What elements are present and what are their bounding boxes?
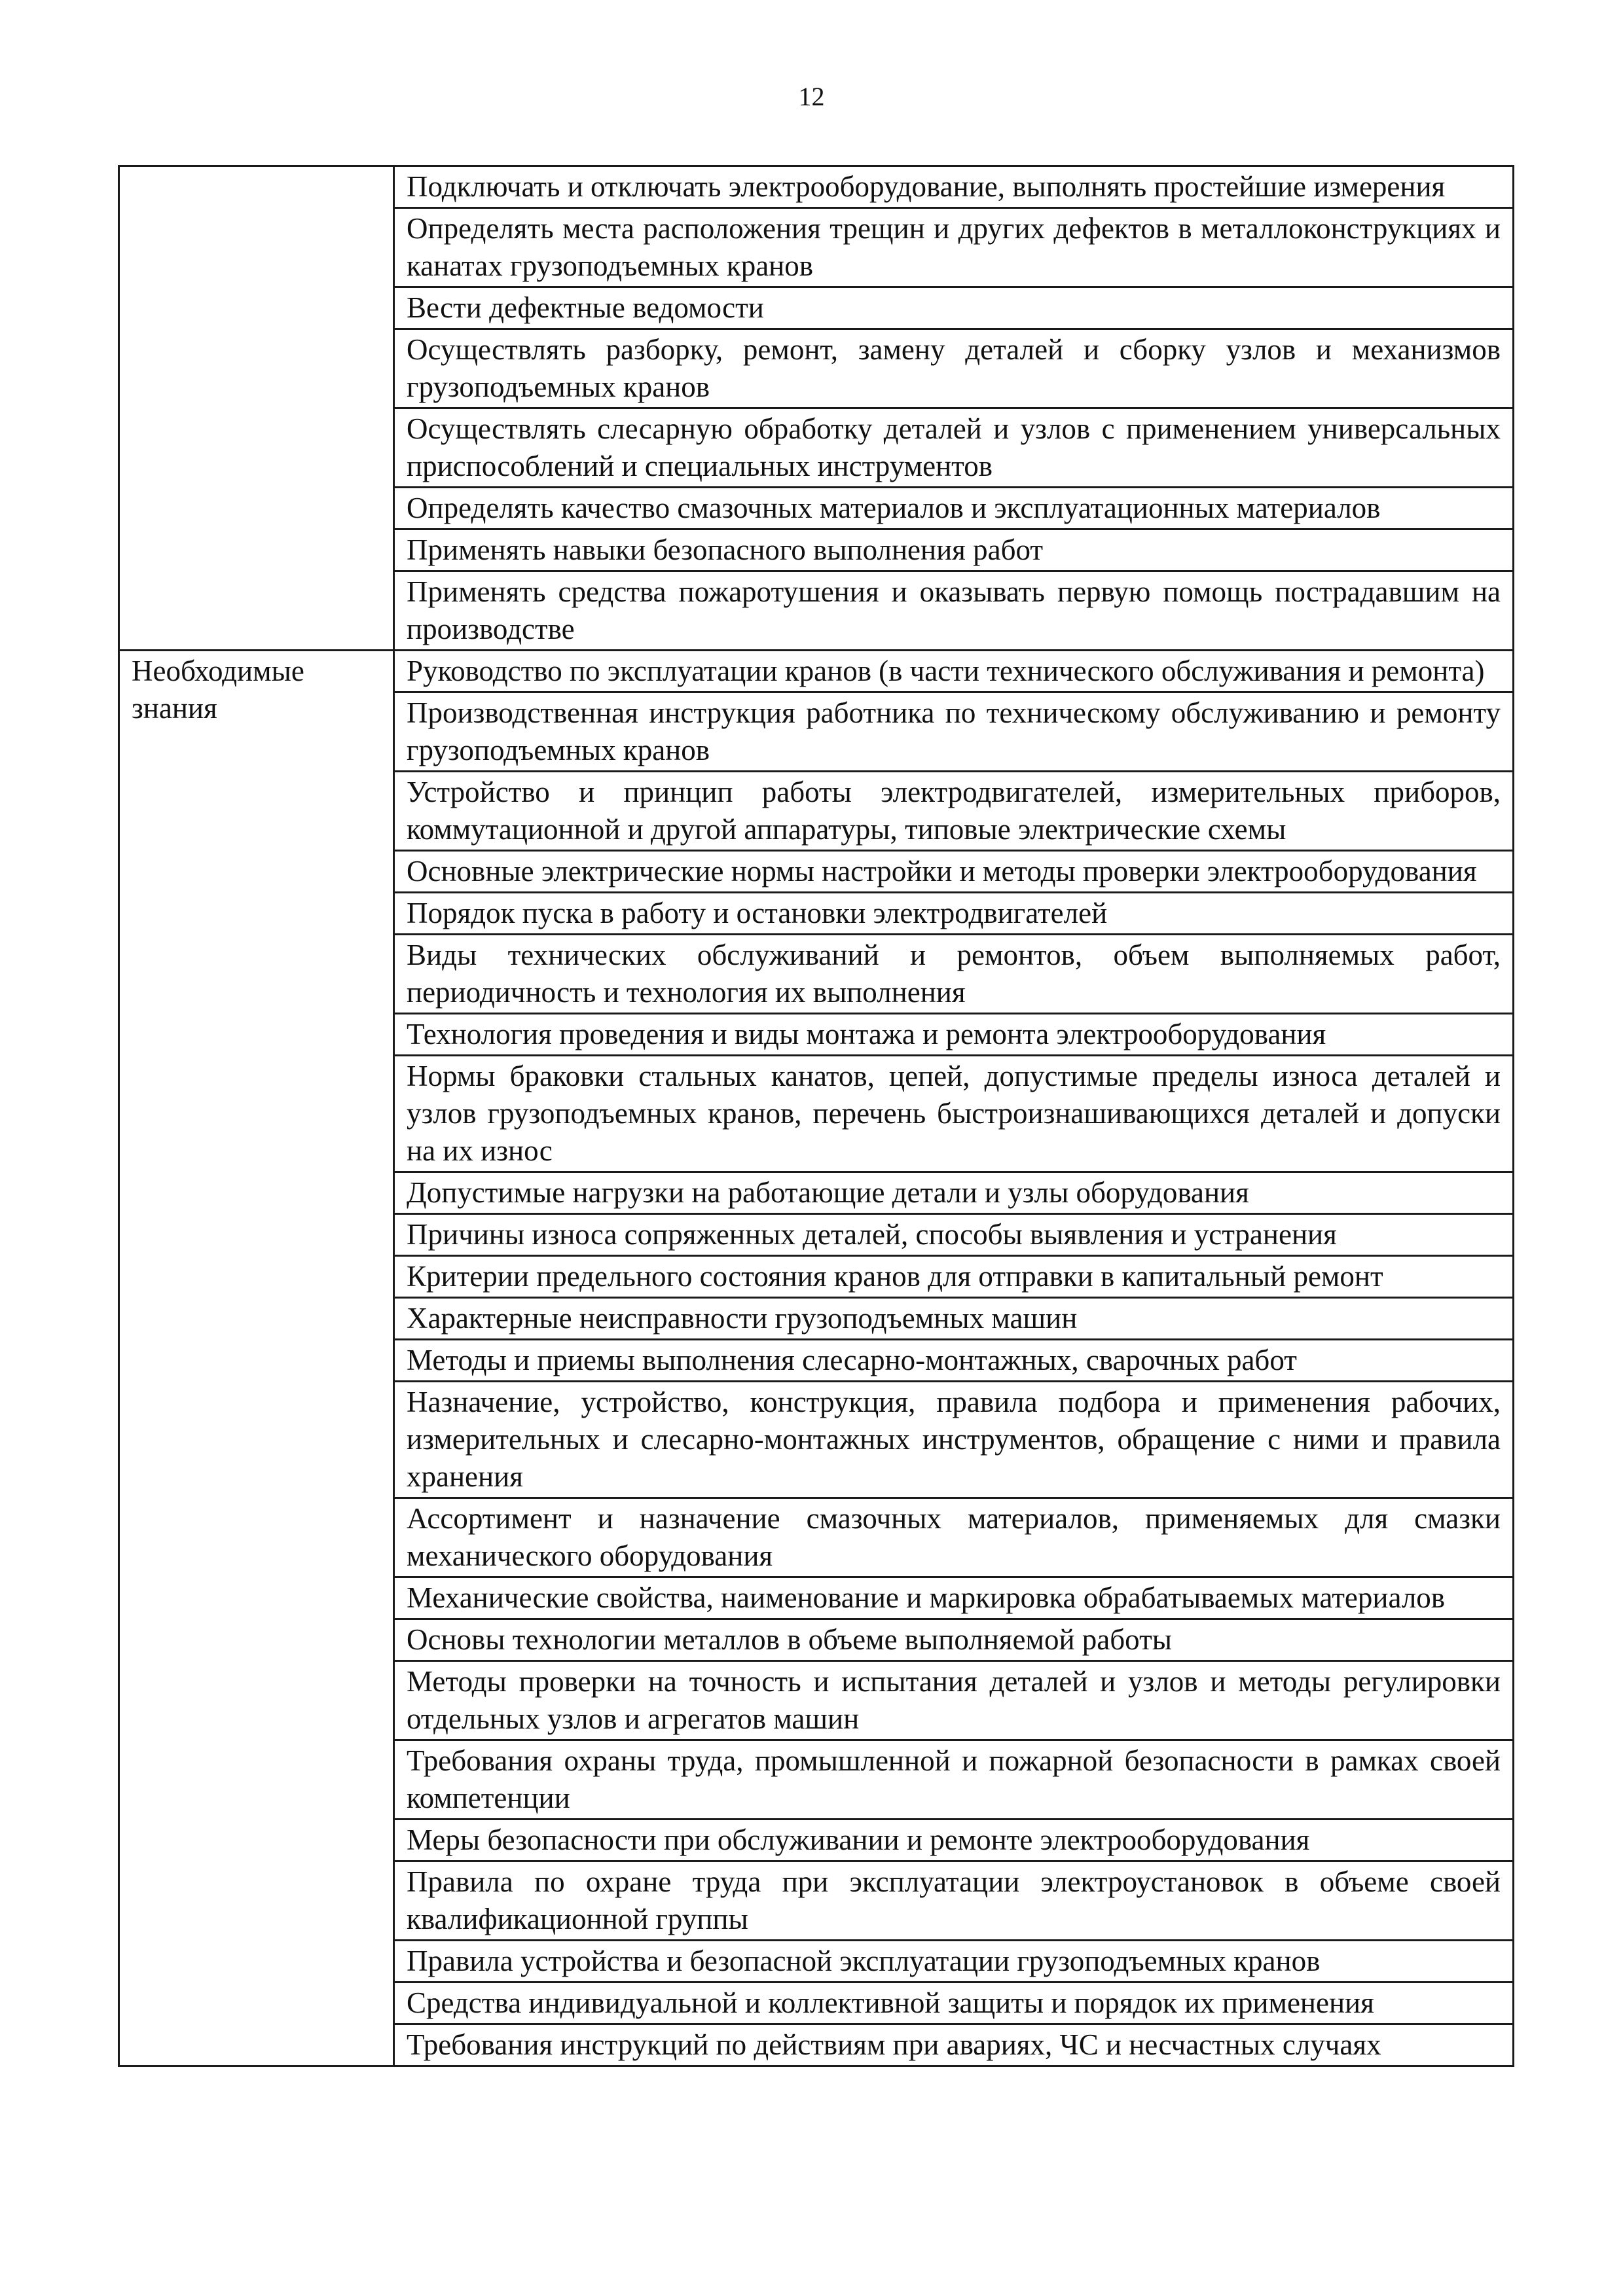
- skills-item: Определять качество смазочных материалов и эксплуатационных материалов: [394, 488, 1514, 529]
- knowledge-item: Производственная инструкция работника по техническому обслуживанию и ремонту грузоподъемных кранов: [394, 692, 1514, 772]
- skills-item: Подключать и отключать электрооборудование, выполнять простейшие измерения: [394, 166, 1514, 208]
- knowledge-item: Требования охраны труда, промышленной и пожарной безопасности в рамках своей компетенции: [394, 1740, 1514, 1820]
- knowledge-item: Методы проверки на точность и испытания деталей и узлов и методы регулировки отдельных узлов и агрегатов машин: [394, 1661, 1514, 1740]
- knowledge-item: Назначение, устройство, конструкция, правила подбора и применения рабочих, измерительных и слесарно-монтажных инструментов, обращение с ними и правила хранения: [394, 1382, 1514, 1498]
- skills-section-label: [119, 166, 394, 651]
- knowledge-item: Технология проведения и виды монтажа и ремонта электрооборудования: [394, 1014, 1514, 1056]
- knowledge-item: Средства индивидуальной и коллективной защиты и порядок их применения: [394, 1982, 1514, 2024]
- knowledge-section-label: Необходимые знания: [119, 651, 394, 2066]
- knowledge-item: Правила по охране труда при эксплуатации электроустановок в объеме своей квалификационной группы: [394, 1861, 1514, 1941]
- knowledge-item: Характерные неисправности грузоподъемных машин: [394, 1298, 1514, 1340]
- knowledge-item: Основы технологии металлов в объеме выполняемой работы: [394, 1619, 1514, 1661]
- knowledge-item: Причины износа сопряженных деталей, способы выявления и устранения: [394, 1214, 1514, 1256]
- skills-item: Вести дефектные ведомости: [394, 287, 1514, 329]
- skills-item: Применять навыки безопасного выполнения работ: [394, 529, 1514, 571]
- skills-item: Осуществлять слесарную обработку деталей и узлов с применением универсальных приспособлений и специальных инструментов: [394, 408, 1514, 488]
- knowledge-item: Механические свойства, наименование и маркировка обрабатываемых материалов: [394, 1577, 1514, 1619]
- requirements-table: [118, 165, 1514, 2067]
- knowledge-item: Руководство по эксплуатации кранов (в части технического обслуживания и ремонта): [394, 651, 1514, 692]
- knowledge-item: Ассортимент и назначение смазочных материалов, применяемых для смазки механического оборудования: [394, 1498, 1514, 1577]
- skills-item: Определять места расположения трещин и других дефектов в металлоконструкциях и канатах грузоподъемных кранов: [394, 208, 1514, 287]
- knowledge-item: Устройство и принцип работы электродвигателей, измерительных приборов, коммутационной и другой аппаратуры, типовые электрические схемы: [394, 772, 1514, 851]
- skills-row: [119, 166, 1514, 208]
- knowledge-item: Правила устройства и безопасной эксплуатации грузоподъемных кранов: [394, 1941, 1514, 1982]
- knowledge-item: Меры безопасности при обслуживании и ремонте электрооборудования: [394, 1820, 1514, 1861]
- knowledge-item: Методы и приемы выполнения слесарно-монтажных, сварочных работ: [394, 1340, 1514, 1382]
- knowledge-item: Требования инструкций по действиям при авариях, ЧС и несчастных случаях: [394, 2024, 1514, 2066]
- knowledge-row: [119, 651, 1514, 692]
- requirements-table-body: [119, 166, 1514, 2066]
- skills-item: Осуществлять разборку, ремонт, замену деталей и сборку узлов и механизмов грузоподъемных кранов: [394, 329, 1514, 408]
- knowledge-item: Критерии предельного состояния кранов для отправки в капитальный ремонт: [394, 1256, 1514, 1298]
- skills-item: Применять средства пожаротушения и оказывать первую помощь пострадавшим на производстве: [394, 571, 1514, 651]
- knowledge-item: Основные электрические нормы настройки и методы проверки электрооборудования: [394, 851, 1514, 893]
- knowledge-item: Допустимые нагрузки на работающие детали и узлы оборудования: [394, 1172, 1514, 1214]
- knowledge-item: Порядок пуска в работу и остановки электродвигателей: [394, 893, 1514, 935]
- knowledge-item: Виды технических обслуживаний и ремонтов, объем выполняемых работ, периодичность и технология их выполнения: [394, 935, 1514, 1014]
- page-number: 12: [798, 82, 825, 111]
- knowledge-item: Нормы браковки стальных канатов, цепей, допустимые пределы износа деталей и узлов грузоподъемных кранов, перечень быстроизнашивающихся деталей и допуски на их износ: [394, 1056, 1514, 1172]
